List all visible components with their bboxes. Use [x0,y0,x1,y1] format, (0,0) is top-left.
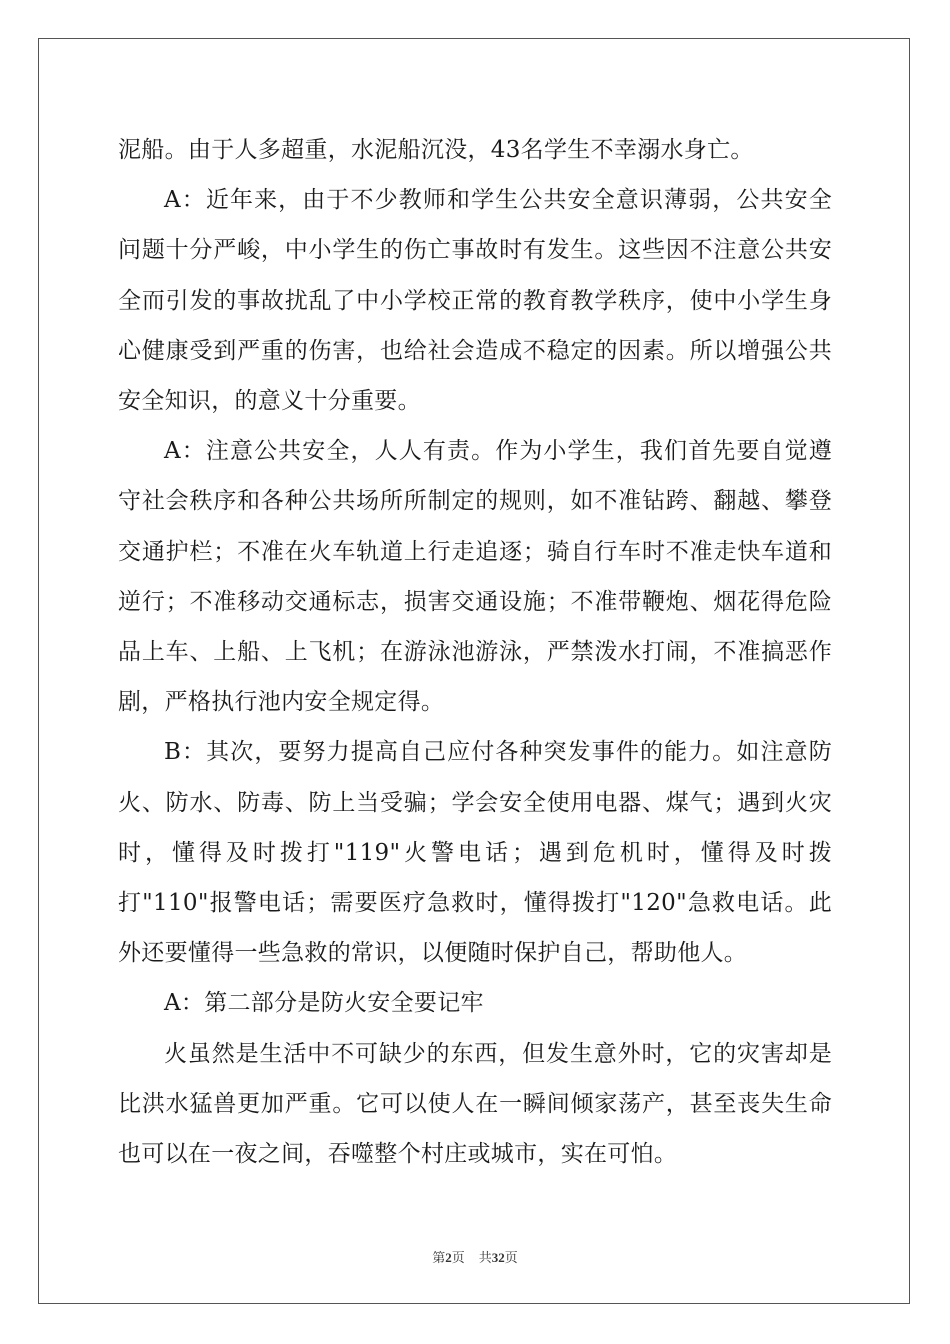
page-suffix: 页 [451,1251,465,1266]
document-body [118,125,832,1179]
paragraph-5: A：第二部分是防火安全要记牢 [164,990,484,1017]
total-pages: 32 [491,1250,505,1265]
paragraph-1: 泥船。由于人多超重，水泥船沉没，43名学生不幸溺水身亡。 [118,137,754,163]
total-suffix: 页 [504,1251,518,1266]
paragraph-6: 火虽然是生活中不可缺少的东西，但发生意外时，它的灾害却是比洪水猛兽更加严重。它可以使人在一瞬间倾家荡产，甚至丧失生命也可以在一夜之间，吞噬整个村庄或城市，实在可怕。 [118,1040,832,1168]
paragraph-2: A：近年来，由于不少教师和学生公共安全意识薄弱，公共安全问题十分严峻，中小学生的伤亡事故时有发生。这些因不注意公共安全而引发的事故扰乱了中小学校正常的教育教学秩序，使中小学生身心健康受到严重的伤害，也给社会造成不稳定的因素。所以增强公共安全知识，的意义十分重要。 [118,187,832,415]
paragraph-3: A：注意公共安全，人人有责。作为小学生，我们首先要自觉遵守社会秩序和各种公共场所所制定的规则，如不准钻跨、翻越、攀登交通护栏；不准在火车轨道上行走追逐；骑自行车时不准走快车道和逆行；不准移动交通标志，损害交通设施；不准带鞭炮、烟花得危险品上车、上船、上飞机；在游泳池游泳，严禁泼水打闹，不准搞恶作剧，严格执行池内安全规定得。 [118,438,832,716]
page-number: 2 [445,1250,452,1265]
page-footer [0,1247,950,1266]
total-prefix: 共 [478,1251,492,1266]
page-prefix: 第 [432,1251,446,1266]
paragraph-4: B：其次，要努力提高自己应付各种突发事件的能力。如注意防火、防水、防毒、防上当受骗；学会安全使用电器、煤气；遇到火灾时，懂得及时拨打"119"火警电话；遇到危机时，懂得及时拨打"110"报警电话；需要医疗急救时，懂得拨打"120"急救电话。此外还要懂得一些急救的常识，以便随时保护自己，帮助他人。 [118,739,832,967]
